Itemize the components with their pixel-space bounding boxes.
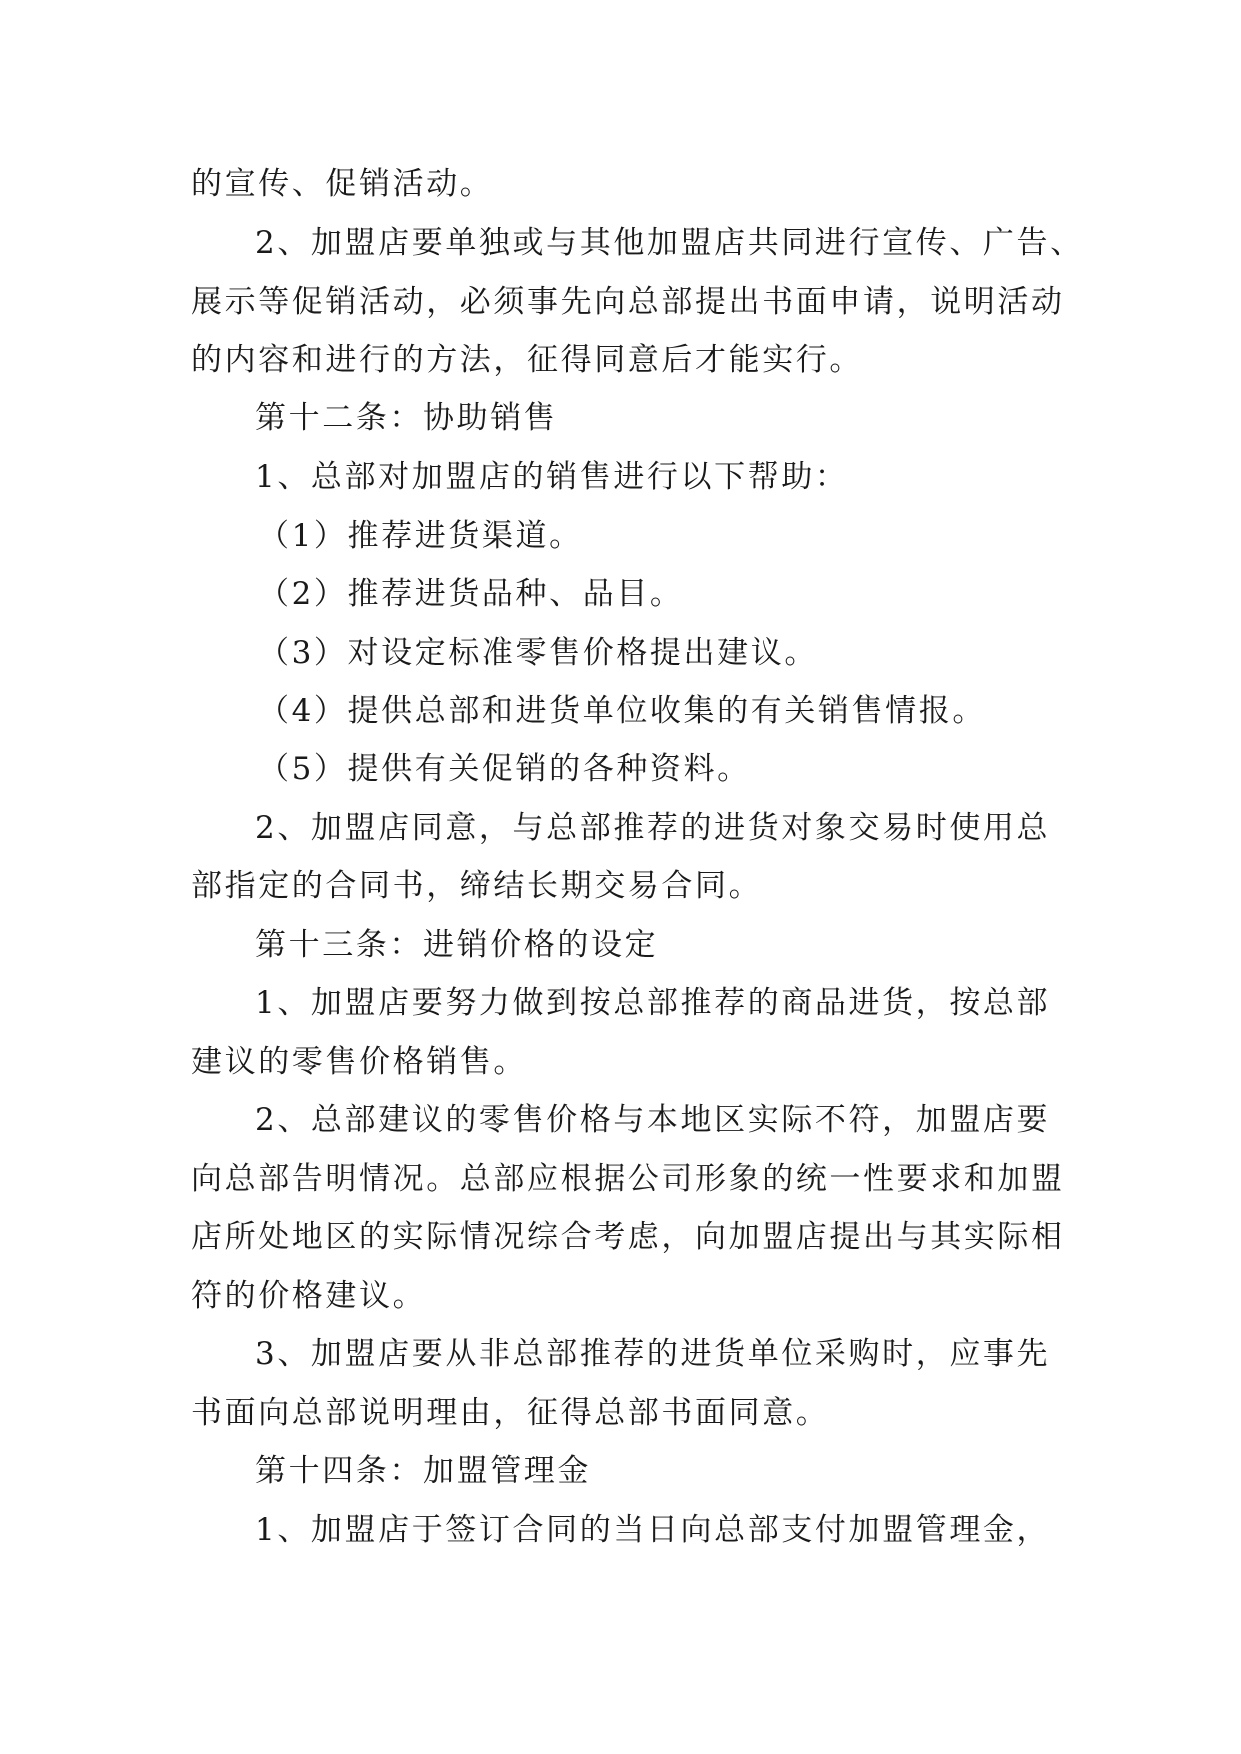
text-line: 书面向总部说明理由，征得总部书面同意。 <box>191 1395 830 1431</box>
list-item: （5）提供有关促销的各种资料。 <box>258 751 751 787</box>
section-heading: 第十三条：进销价格的设定 <box>255 927 659 963</box>
paragraph-line: 2、加盟店同意，与总部推荐的进货对象交易时使用总 <box>255 810 1051 846</box>
section-heading: 第十四条：加盟管理金 <box>255 1453 591 1489</box>
text-line: 向总部告明情况。总部应根据公司形象的统一性要求和加盟 <box>191 1161 1065 1197</box>
paragraph-line: 2、加盟店要单独或与其他加盟店共同进行宣传、广告、 <box>255 225 1084 261</box>
paragraph-line: 1、加盟店于签订合同的当日向总部支付加盟管理金， <box>255 1512 1051 1548</box>
list-item: （4）提供总部和进货单位收集的有关销售情报。 <box>258 693 986 729</box>
text-line: 展示等促销活动，必须事先向总部提出书面申请，说明活动 <box>191 284 1065 320</box>
paragraph-line: 2、总部建议的零售价格与本地区实际不符，加盟店要 <box>255 1102 1051 1138</box>
text-line: 的内容和进行的方法，征得同意后才能实行。 <box>191 342 863 378</box>
paragraph-line: 3、加盟店要从非总部推荐的进货单位采购时，应事先 <box>255 1336 1051 1372</box>
text-line: 的宣传、促销活动。 <box>191 166 494 202</box>
text-line: 部指定的合同书，缔结长期交易合同。 <box>191 868 763 904</box>
list-item: （3）对设定标准零售价格提出建议。 <box>258 635 818 671</box>
section-heading: 第十二条：协助销售 <box>255 400 558 436</box>
list-item: （1）推荐进货渠道。 <box>258 518 583 554</box>
text-line: 符的价格建议。 <box>191 1278 427 1314</box>
text-line: 建议的零售价格销售。 <box>191 1044 527 1080</box>
paragraph-line: 1、总部对加盟店的销售进行以下帮助： <box>255 459 849 495</box>
list-item: （2）推荐进货品种、品目。 <box>258 576 684 612</box>
text-line: 店所处地区的实际情况综合考虑，向加盟店提出与其实际相 <box>191 1219 1065 1255</box>
paragraph-line: 1、加盟店要努力做到按总部推荐的商品进货，按总部 <box>255 985 1051 1021</box>
